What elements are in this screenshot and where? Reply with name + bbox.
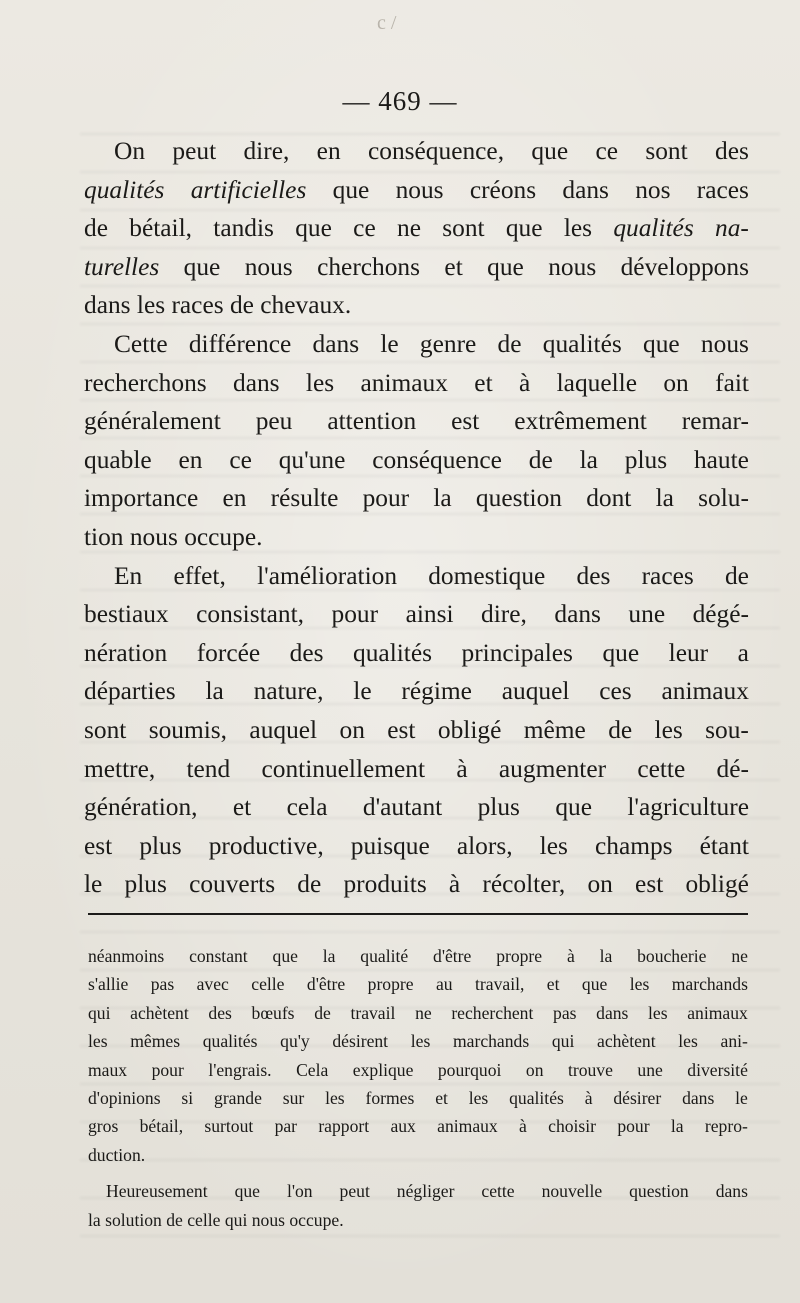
text-line — [84, 827, 749, 866]
word: que — [531, 137, 569, 165]
word: dans — [233, 368, 280, 397]
word: de — [297, 870, 322, 899]
word: boucherie — [637, 946, 707, 966]
word: les — [468, 1087, 489, 1108]
word: travail — [350, 1002, 396, 1023]
word: l'agriculture — [627, 793, 749, 822]
word: pour — [151, 1059, 184, 1080]
word: ainsi — [405, 600, 454, 629]
word: plus — [624, 445, 668, 474]
word: l'amélioration — [257, 561, 398, 590]
word: des — [576, 561, 611, 590]
word: les — [88, 1031, 108, 1052]
word: une — [637, 1059, 663, 1080]
word: propre — [367, 974, 414, 995]
word: dans — [562, 175, 609, 204]
word: gros — [88, 1116, 119, 1137]
word: turelles — [84, 252, 160, 281]
footnote — [88, 942, 748, 1234]
word: le — [735, 1087, 748, 1108]
word: d'être — [306, 974, 346, 995]
word: continuellement — [261, 754, 426, 783]
word: s'allie — [88, 974, 129, 995]
word: cette — [481, 1181, 515, 1202]
word: bétail, — [139, 1116, 184, 1137]
word: les — [654, 715, 683, 744]
word: néanmoins — [88, 946, 165, 966]
word: haute — [693, 445, 749, 474]
word: de — [84, 214, 108, 243]
word: marchands — [452, 1031, 530, 1052]
word: achètent — [597, 1031, 656, 1052]
word: qualités — [542, 329, 622, 358]
word: sont — [442, 214, 485, 243]
word: solution — [105, 1209, 167, 1230]
word: occupe. — [184, 522, 263, 551]
word: animaux — [687, 1002, 748, 1023]
word: races — [171, 291, 230, 320]
text-line — [84, 441, 749, 480]
word: sont — [645, 137, 688, 165]
text-line — [84, 518, 749, 557]
page-number: — 469 — — [342, 86, 458, 116]
text-line — [84, 595, 749, 634]
word: effet, — [173, 561, 226, 590]
word: qu'y — [280, 1031, 310, 1052]
word: plus — [139, 831, 182, 860]
corner-mark: c / — [377, 12, 397, 34]
word: des — [208, 1002, 232, 1023]
word: ne — [397, 214, 421, 243]
word: ce — [595, 137, 618, 165]
word: les — [410, 1031, 431, 1052]
footnote-paragraph — [88, 1177, 748, 1234]
word: qu'une — [278, 445, 346, 474]
text-line — [84, 711, 749, 750]
word: recherchent — [451, 1002, 534, 1023]
word: à — [519, 1116, 527, 1137]
word: qualités — [613, 214, 694, 243]
word: développons — [620, 252, 749, 281]
word: régime — [401, 677, 472, 706]
text-line — [84, 750, 749, 789]
word: domestique — [428, 561, 546, 590]
word: attention — [327, 407, 417, 436]
text-line — [84, 672, 749, 711]
word: fait — [715, 368, 749, 397]
word: races — [696, 175, 749, 204]
text-line — [84, 209, 749, 248]
word: importance — [84, 484, 199, 513]
word: des — [289, 638, 324, 667]
word: et — [435, 1087, 448, 1108]
word: dire, — [243, 137, 290, 165]
word: et — [232, 793, 252, 822]
word: genre — [419, 329, 477, 358]
word: la — [599, 946, 613, 966]
word: les — [563, 214, 593, 243]
word: que — [487, 252, 524, 281]
word: principales — [461, 638, 573, 667]
word: qui — [88, 1002, 111, 1023]
word: la — [670, 1116, 684, 1137]
word: dans — [84, 291, 137, 320]
word: diversité — [687, 1059, 748, 1080]
word: on — [587, 870, 613, 899]
word: conséquence — [372, 445, 502, 474]
word: si — [181, 1087, 194, 1108]
word: En — [114, 561, 143, 590]
word: et — [444, 252, 463, 281]
word: d'opinions — [88, 1087, 161, 1108]
word: que — [332, 175, 370, 204]
text-line — [84, 248, 749, 287]
word: ne — [731, 946, 748, 966]
word: les — [629, 974, 650, 995]
word: en — [222, 484, 247, 513]
footnote-paragraph — [88, 942, 748, 1169]
word: à — [456, 754, 468, 783]
word: forcée — [196, 638, 261, 667]
word: qualités — [353, 638, 433, 667]
word: de — [724, 561, 749, 590]
footnote-line — [88, 970, 748, 998]
word: cherchons — [317, 252, 421, 281]
word: qualité — [360, 946, 409, 966]
word: récolter, — [482, 870, 566, 899]
word: la — [433, 484, 452, 513]
word: mettre, — [84, 754, 156, 783]
word: consistant, — [196, 600, 305, 629]
word: même — [523, 715, 586, 744]
word: races — [641, 561, 694, 590]
word: auquel — [501, 677, 570, 706]
word: une — [628, 600, 666, 629]
word: formes — [365, 1087, 415, 1108]
word: en — [178, 445, 203, 474]
word: qualités — [202, 1031, 258, 1052]
word: dire, — [481, 600, 527, 629]
word: on — [525, 1059, 544, 1080]
word: la — [579, 445, 598, 474]
word: différence — [188, 329, 292, 358]
word: que — [555, 793, 592, 822]
word: en — [316, 137, 341, 165]
word: de — [314, 1002, 331, 1023]
text-line — [84, 479, 749, 518]
word: obligé — [437, 715, 502, 744]
word: de — [166, 1209, 188, 1230]
word: tend — [186, 754, 231, 783]
word: les — [136, 291, 172, 320]
word: à — [584, 1087, 593, 1108]
word: les — [648, 1002, 668, 1023]
word: l'on — [286, 1181, 313, 1202]
word: explique — [352, 1059, 414, 1080]
word: a — [737, 638, 749, 667]
word: grande — [214, 1087, 262, 1108]
footnote-line — [88, 1112, 748, 1140]
word: achètent — [130, 1002, 189, 1023]
word: pour — [617, 1116, 650, 1137]
word: peut — [172, 137, 217, 165]
word: nous — [129, 522, 185, 551]
word: par — [274, 1116, 298, 1137]
word: nos — [635, 175, 671, 204]
word: dont — [586, 484, 632, 513]
word: la — [322, 946, 336, 966]
word: que — [295, 214, 332, 243]
word: puisque — [350, 831, 430, 860]
word: sou- — [705, 715, 749, 744]
word: cela — [286, 793, 328, 822]
word: nous — [548, 252, 597, 281]
word: plus — [477, 793, 520, 822]
word: les — [305, 368, 335, 397]
word: ce — [353, 214, 376, 243]
text-line — [84, 634, 749, 673]
word: tion — [84, 522, 130, 551]
word: et — [474, 368, 493, 397]
word: couverts — [189, 870, 276, 899]
word: de — [528, 445, 553, 474]
word: le — [84, 870, 103, 899]
word: peu — [255, 407, 293, 436]
text-line — [84, 286, 749, 325]
text-line — [84, 788, 749, 827]
word: de — [229, 291, 261, 320]
word: occupe. — [289, 1209, 344, 1230]
word: duction. — [88, 1144, 146, 1165]
word: pour — [362, 484, 410, 513]
main-text — [84, 132, 749, 904]
word: extrêmement — [514, 407, 647, 436]
word: que — [183, 252, 221, 281]
word: dans — [715, 1181, 748, 1202]
word: bétail, — [129, 214, 192, 243]
word: à — [518, 368, 531, 397]
word: généralement — [84, 407, 221, 436]
word: sur — [282, 1087, 305, 1108]
word: obligé — [685, 870, 749, 899]
word: pour — [331, 600, 379, 629]
word: peut — [339, 1181, 370, 1202]
word: de — [608, 715, 633, 744]
word: désirer — [613, 1087, 662, 1108]
word: le — [380, 329, 399, 358]
word: créons — [469, 175, 537, 204]
word: que — [272, 946, 298, 966]
word: tandis — [213, 214, 274, 243]
word: est — [84, 831, 113, 860]
word: sont — [84, 715, 127, 744]
word: surtout — [204, 1116, 254, 1137]
word: travail, — [475, 974, 525, 995]
word: constant — [189, 946, 248, 966]
word: nous — [395, 175, 444, 204]
text-line — [84, 171, 749, 210]
word: question — [475, 484, 562, 513]
word: de — [497, 329, 522, 358]
word: auquel — [249, 715, 318, 744]
text-line — [84, 364, 749, 403]
word: que — [581, 974, 608, 995]
text-line — [84, 132, 749, 171]
word: na- — [715, 214, 749, 243]
word: celle — [187, 1209, 225, 1230]
word: pas — [150, 974, 175, 995]
word: productive, — [208, 831, 324, 860]
word: laquelle — [556, 368, 637, 397]
word: qualités — [84, 175, 165, 204]
footnote-line — [88, 1084, 748, 1112]
word: On — [114, 137, 146, 165]
word: Cela — [296, 1059, 329, 1080]
word: nouvelle — [541, 1181, 603, 1202]
word: des — [715, 137, 749, 165]
word: dans — [312, 329, 360, 358]
word: leur — [668, 638, 709, 667]
word: est — [451, 407, 480, 436]
word: pourquoi — [437, 1059, 502, 1080]
word: dégé- — [692, 600, 749, 629]
word: augmenter — [498, 754, 607, 783]
word: d'autant — [362, 793, 443, 822]
word: Heureusement — [106, 1181, 208, 1202]
word: à — [448, 870, 461, 899]
word: le — [353, 677, 372, 706]
word: remar- — [681, 407, 749, 436]
word: est — [387, 715, 416, 744]
word: nous — [700, 329, 749, 358]
text-line — [84, 402, 749, 441]
word: ne — [415, 1002, 432, 1023]
word: les — [539, 831, 568, 860]
word: que — [234, 1181, 260, 1202]
word: génération, — [84, 793, 198, 822]
word: ces — [599, 677, 632, 706]
footnote-line — [88, 1206, 748, 1234]
word: mêmes — [130, 1031, 181, 1052]
word: animaux — [360, 368, 448, 397]
footnote-line — [88, 999, 748, 1027]
word: désirent — [332, 1031, 389, 1052]
word: la — [655, 484, 674, 513]
word: dé- — [716, 754, 749, 783]
word: question — [629, 1181, 689, 1202]
word: au — [436, 974, 453, 995]
text-line — [84, 865, 749, 904]
word: nature, — [253, 677, 324, 706]
word: nous — [251, 1209, 290, 1230]
word: négliger — [396, 1181, 455, 1202]
word: propre — [496, 946, 543, 966]
word: on — [663, 368, 689, 397]
word: la — [88, 1209, 106, 1230]
word: nous — [244, 252, 293, 281]
footnote-line — [88, 1177, 748, 1205]
word: on — [339, 715, 365, 744]
word: marchands — [671, 974, 748, 995]
word: les — [325, 1087, 345, 1108]
word: qui — [224, 1209, 252, 1230]
word: l'engrais. — [208, 1059, 272, 1080]
word: conséquence, — [368, 137, 505, 165]
word: que — [643, 329, 680, 358]
footnote-line — [88, 1027, 748, 1055]
word: champs — [594, 831, 673, 860]
word: Cette — [114, 329, 168, 358]
word: rapport — [318, 1116, 370, 1137]
footnote-line — [88, 942, 748, 970]
word: produits — [343, 870, 427, 899]
word: la — [205, 677, 224, 706]
word: que — [602, 638, 640, 667]
word: et — [546, 974, 560, 995]
word: animaux — [437, 1116, 498, 1137]
word: nération — [84, 638, 168, 667]
word: choisir — [548, 1116, 597, 1137]
word: est — [635, 870, 664, 899]
word: animaux — [661, 677, 749, 706]
word: avec — [196, 974, 229, 995]
text-line — [84, 557, 749, 596]
word: pas — [553, 1002, 577, 1023]
footnote-rule — [88, 913, 748, 915]
word: bestiaux — [84, 600, 169, 629]
word: dans — [596, 1002, 629, 1023]
word: repro- — [704, 1116, 748, 1137]
footnote-line — [88, 1141, 748, 1169]
word: plus — [124, 870, 167, 899]
word: celle — [251, 974, 285, 995]
word: d'être — [433, 946, 472, 966]
word: les — [678, 1031, 698, 1052]
word: à — [566, 946, 575, 966]
word: alors, — [456, 831, 513, 860]
text-line — [84, 325, 749, 364]
word: étant — [699, 831, 749, 860]
word: bœufs — [251, 1002, 295, 1023]
word: ani- — [720, 1031, 748, 1052]
word: soumis, — [148, 715, 228, 744]
word: cette — [637, 754, 686, 783]
word: chevaux. — [260, 291, 352, 320]
word: dans — [682, 1087, 715, 1108]
word: dans — [554, 600, 601, 629]
word: qualités — [509, 1087, 564, 1108]
word: ce — [229, 445, 252, 474]
word: aux — [390, 1116, 416, 1137]
word: artificielles — [190, 175, 307, 204]
word: que — [505, 214, 543, 243]
word: qui — [551, 1031, 575, 1052]
word: recherchons — [84, 368, 207, 397]
word: résulte — [270, 484, 339, 513]
word: départies — [84, 677, 176, 706]
word: solu- — [698, 484, 749, 513]
footnote-line — [88, 1056, 748, 1084]
word: trouve — [567, 1059, 613, 1080]
word: maux — [88, 1059, 128, 1080]
word: quable — [84, 445, 152, 474]
